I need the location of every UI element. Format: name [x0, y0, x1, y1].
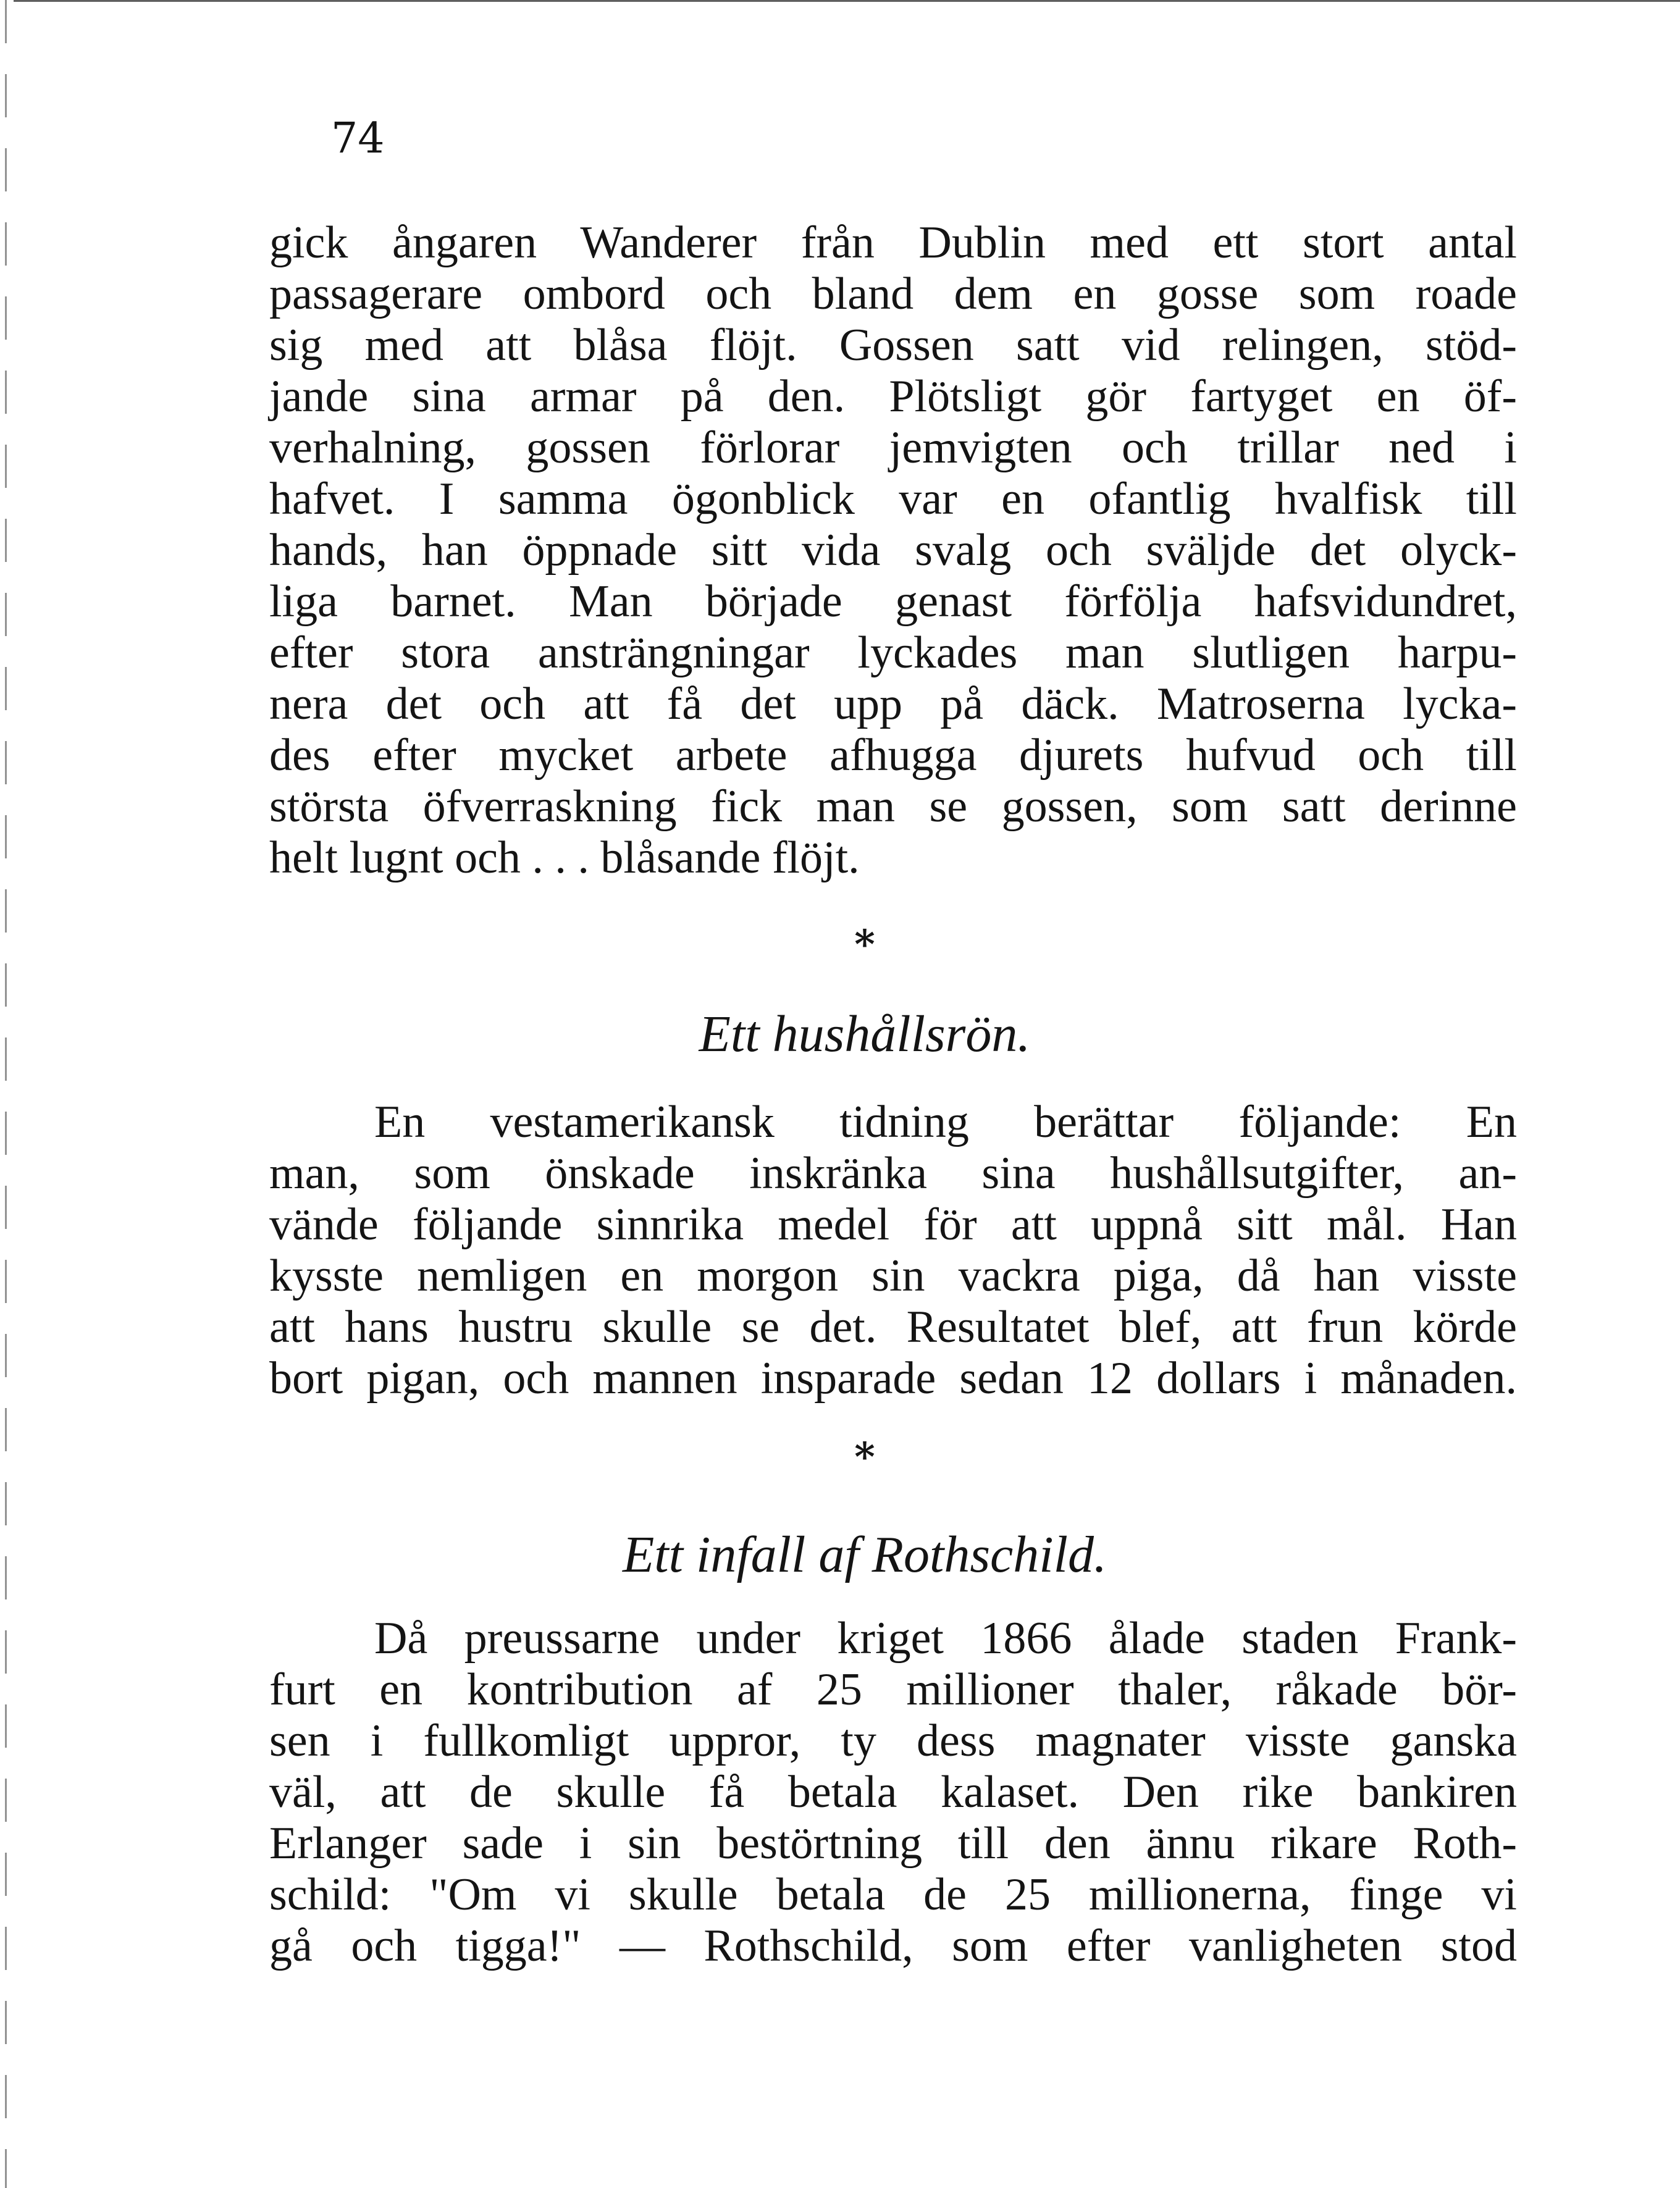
text-line: nera det och att få det upp på däck. Matroserna lycka-: [269, 679, 1517, 729]
text-line: helt lugnt och . . . blåsande flöjt.: [269, 832, 860, 883]
text-line: des efter mycket arbete afhugga djurets hufvud och till: [269, 730, 1517, 781]
text-line: sig med att blåsa flöjt. Gossen satt vid relingen, stöd-: [269, 320, 1517, 371]
text-line: furt en kontribution af 25 millioner thaler, råkade bör-: [269, 1664, 1517, 1715]
text-line: att hans hustru skulle se det. Resultatet blef, att frun körde: [269, 1302, 1517, 1352]
section-separator-asterisk: *: [854, 1434, 875, 1480]
text-line: kysste nemligen en morgon sin vackra piga, då han visste: [269, 1251, 1517, 1301]
scan-edge-top: [14, 0, 1680, 2]
text-line: gick ångaren Wanderer från Dublin med ett stort antal: [269, 217, 1517, 268]
section-separator-asterisk: *: [854, 921, 875, 968]
text-line: passagerare ombord och bland dem en gosse som roade: [269, 269, 1517, 319]
scan-edge-left: [5, 0, 7, 2188]
paragraph-hushallsron: [269, 1097, 1517, 1404]
text-line: väl, att de skulle få betala kalaset. Den rike bankiren: [269, 1767, 1517, 1817]
text-line: Erlanger sade i sin bestörtning till den ännu rikare Roth-: [269, 1818, 1517, 1869]
paragraph-wanderer-story: [269, 217, 1517, 884]
text-line: schild: "Om vi skulle betala de 25 millionerna, finge vi: [269, 1869, 1517, 1920]
text-line: efter stora ansträngningar lyckades man slutligen harpu-: [269, 627, 1517, 678]
text-line: man, som önskade inskränka sina hushållsutgifter, an-: [269, 1148, 1517, 1199]
section-heading-rothschild: Ett infall af Rothschild.: [623, 1526, 1107, 1583]
text-line: vände följande sinnrika medel för att uppnå sitt mål. Han: [269, 1199, 1517, 1250]
text-line: En vestamerikansk tidning berättar följande: En: [374, 1097, 1517, 1147]
section-heading-hushallsron: Ett hushållsrön.: [699, 1005, 1031, 1063]
text-line: liga barnet. Man började genast förfölja hafsvidundret,: [269, 576, 1517, 627]
text-line: jande sina armar på den. Plötsligt gör fartyget en öf-: [269, 371, 1517, 422]
text-line: Då preussarne under kriget 1866 ålade staden Frank-: [374, 1613, 1517, 1664]
text-line: hafvet. I samma ögonblick var en ofantlig hvalfisk till: [269, 474, 1517, 524]
text-line: verhalning, gossen förlorar jemvigten och trillar ned i: [269, 422, 1517, 473]
text-line: hands, han öppnade sitt vida svalg och sväljde det olyck-: [269, 525, 1517, 576]
text-line: gå och tigga!" — Rothschild, som efter vanligheten stod: [269, 1921, 1517, 1971]
text-line: största öfverraskning fick man se gossen, som satt derinne: [269, 781, 1517, 832]
text-line: bort pigan, och mannen insparade sedan 12 dollars i månaden.: [269, 1353, 1517, 1404]
text-line: sen i fullkomligt uppror, ty dess magnater visste ganska: [269, 1716, 1517, 1766]
paragraph-rothschild: [269, 1613, 1517, 1972]
page-number: 74: [331, 114, 385, 163]
